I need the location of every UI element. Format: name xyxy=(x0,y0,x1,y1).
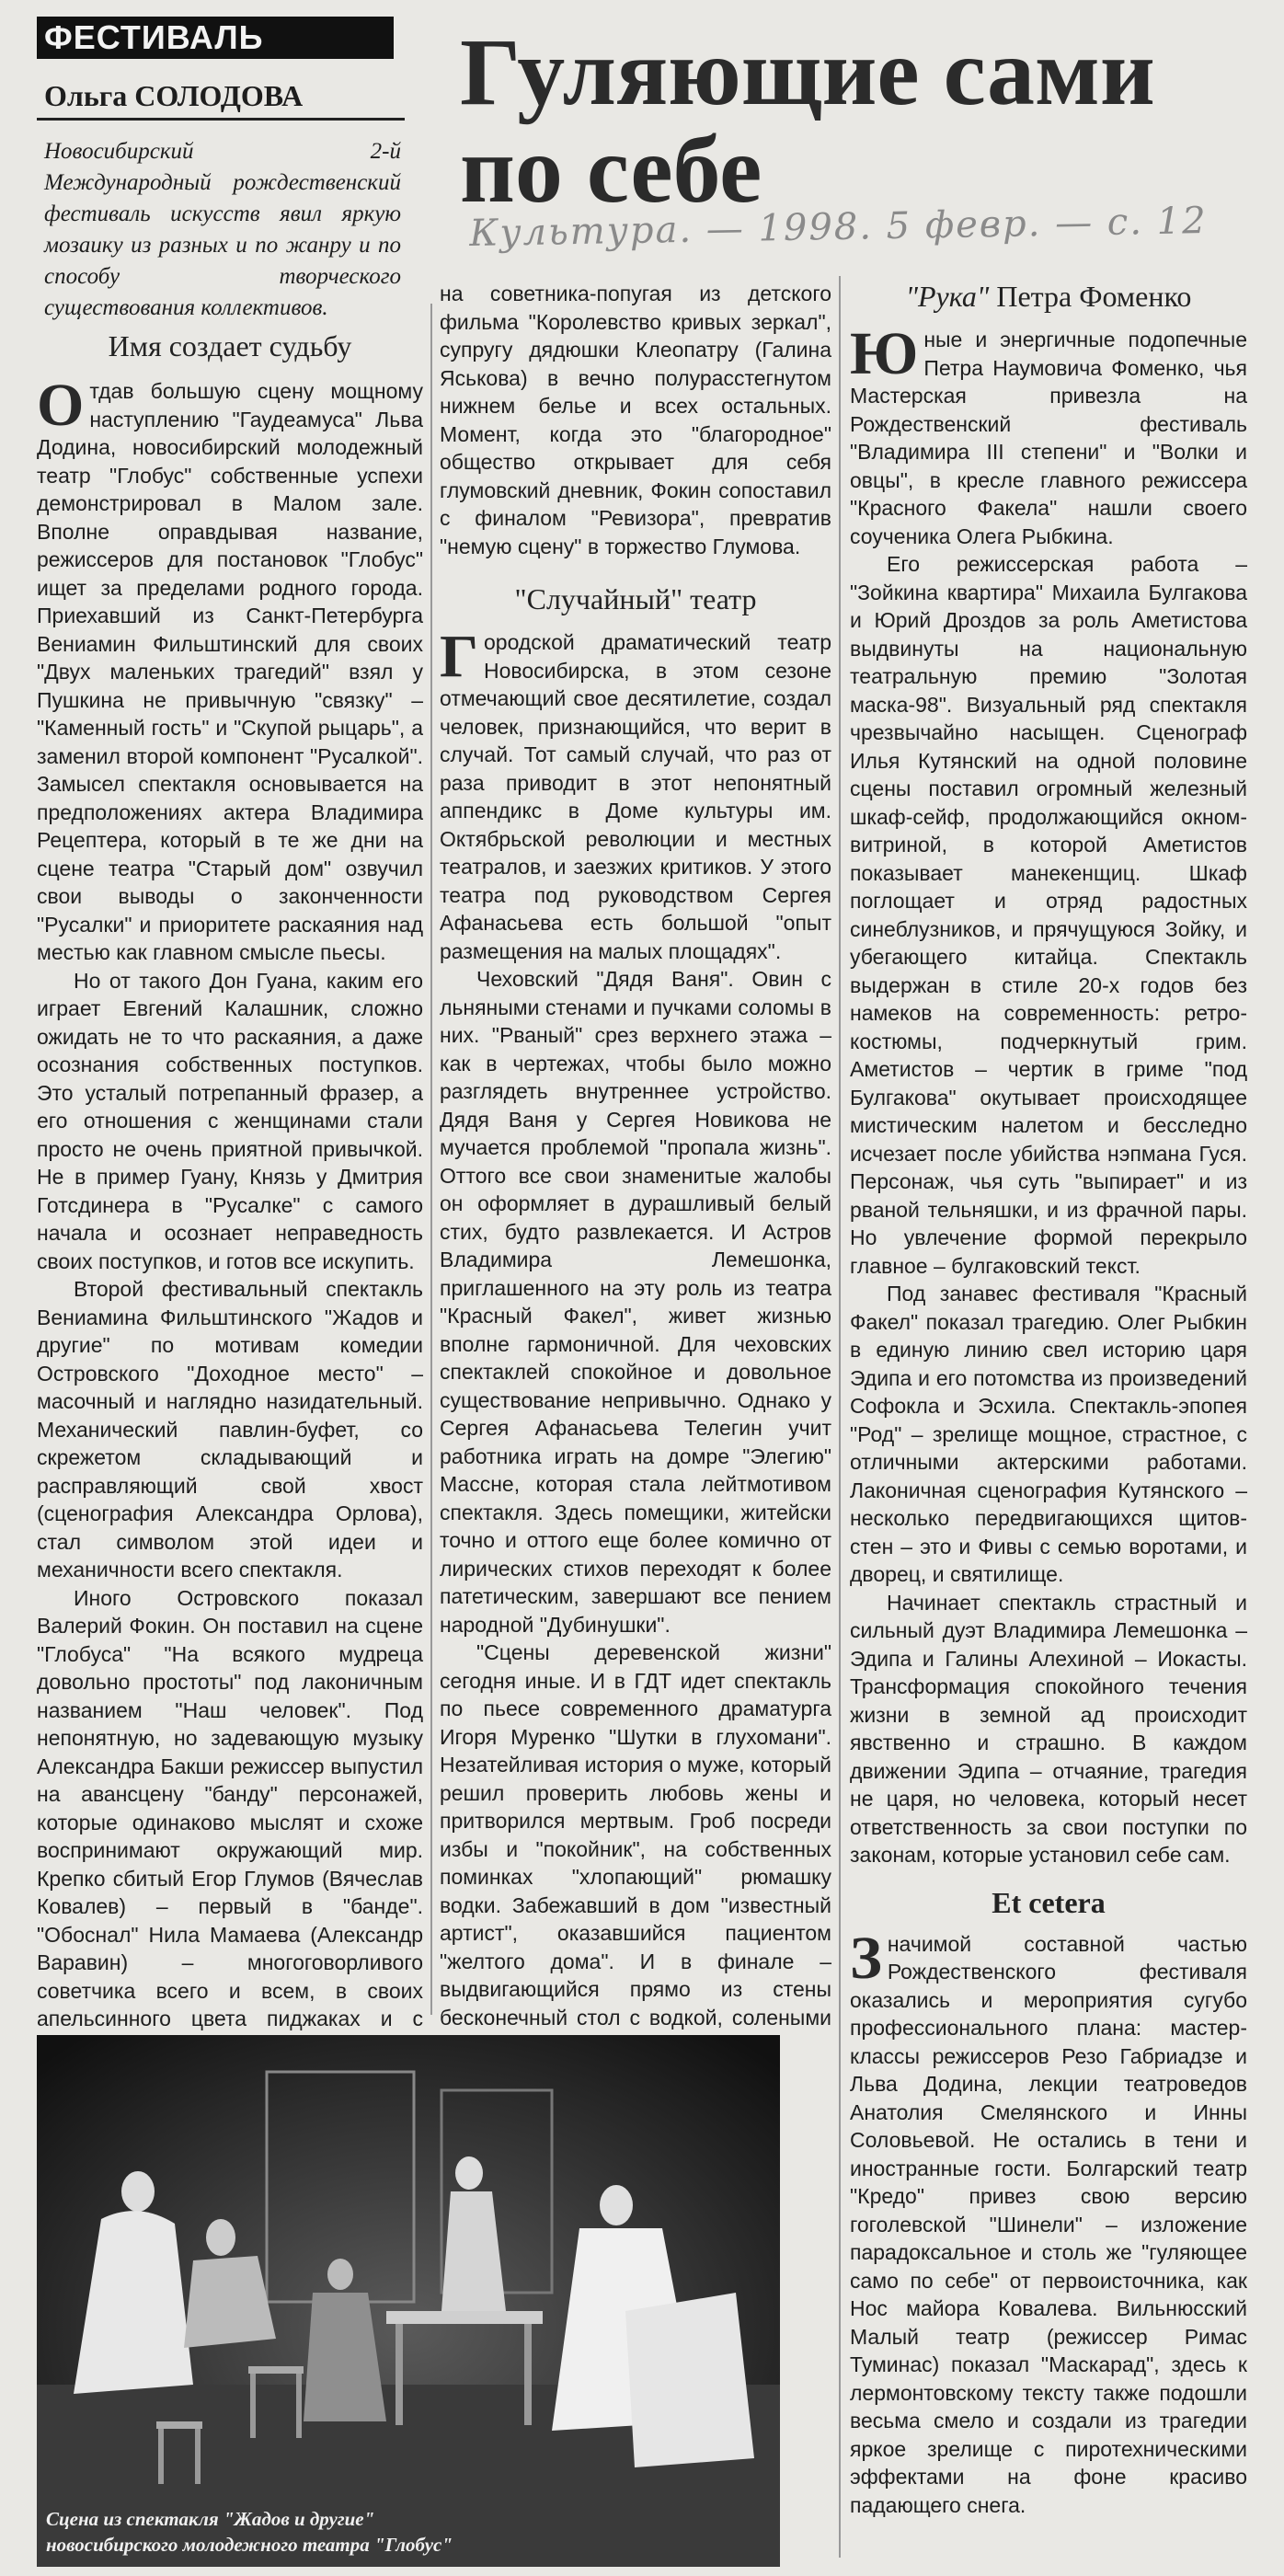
section-rubric: ФЕСТИВАЛЬ xyxy=(37,17,394,59)
headline: Гуляющие сами по себе xyxy=(460,19,1155,223)
column-divider-1 xyxy=(430,304,432,2015)
author-byline: Ольга СОЛОДОВА xyxy=(44,79,304,112)
article-column-2 xyxy=(440,280,831,2060)
photo-caption-line-1: Сцена из спектакля "Жадов и другие" xyxy=(46,2508,375,2530)
article-column-1 xyxy=(37,328,423,2061)
column1-paragraph-3: Второй фестивальный спектакль Вениамина Фильштинского "Жадов и другие" по мотивам комедии Островского "Доходное место" – масочный и наглядно назидательный. Механический павлин-буфет, со скрежетом складывающий и расправляющий свой хвост (сценография Александра Орлова), стал символом этой идеи и механичности всего спектакля. xyxy=(37,1277,423,1581)
handwritten-source-note: Культура. — 1998. 5 февр. — с. 12 xyxy=(468,199,1208,255)
column3-paragraph-4: Начинает спектакль страстный и сильный дуэт Владимира Лемешонка – Эдипа и Галины Алехиной – Иокасты. Трансформация спокойного течения жизни в земной ад происходит явственно и страшно. В каждом движении Эдипа – отчаяние, трагедия не царя, но человека, который несет ответственность за свои поступки по законам, которые установил себе сам. xyxy=(850,1590,1247,1867)
drop-cap: О xyxy=(37,372,85,439)
subheading-et-cetera: Et cetera xyxy=(992,1885,1106,1919)
photo-caption-line-2: новосибирского молодежного театра "Глобус" xyxy=(46,2534,453,2556)
subheading-quoted-word: "Рука" xyxy=(905,280,990,313)
column-divider-2 xyxy=(839,276,841,2558)
column3-paragraph-2: Его режиссерская работа – "Зойкина квартира" Михаила Булгакова и Юрий Дроздов за роль Аметистова выдвинуты на национальную театральную премию "Золотая маска-98". Визуальный ряд спектакля чрезвычайно насыщен. Сценограф Илья Кутянский на одной половине сцены поставил огромный железный шкаф-сейф, продолжающийся окном-витриной, в которой Аметистов показывает манекенщиц. Шкаф поглощает и отряд радостных синеблузников, и прячущуюся Зойку, и убегающего китайца. Спектакль выдержан в стиле 20-х годов без намеков на современность: ретро-костюмы, подчеркнутый грим. Аметистов – чертик в гриме "под Булгакова" окутывает происходящее мистическим налетом и бесследно исчезает после убийства нэпмана Гуся. Персонаж, чья суть "выпирает" и из рваной тельняшки, и из фрачной пары. Но увлечение формой перекрыло главное – булгаковский текст. xyxy=(850,552,1247,1278)
column1-paragraph-1: Отдав большую сцену мощному наступлению "Гаудеамуса" Льва Додина, новосибирский молодежный театр "Глобус" собственные успехи демонстрировал в Малом зале. Вполне оправдывая название, режиссеров для постановок "Глобус" ищет за пределами родного города. Приехавший из Санкт-Петербурга Вениамин Фильштинский для своих "Двух маленьких трагедий" взял у Пушкина не привычную "связку" – "Каменный гость" и "Скупой рыцарь", а заменил второй компонент "Русалкой". Замысел спектакля основывается на предположениях актера Владимира Рецептера, который в те же дни на сцене театра "Старый дом" озвучил свои выводы о законченности "Русалки" и приоритете раскаяния над местью как главном смысле пьесы. xyxy=(37,372,423,964)
stage-photo xyxy=(37,2035,780,2567)
column3-paragraph-1: Юные и энергичные подопечные Петра Наумовича Фоменко, чья Мастерская привезла на Рождественский фестиваль "Владимира III степени" и "Волки и овцы", в кресле главного режиссера "Красного Факела" нашли своего соученика Олега Рыбкина. xyxy=(850,320,1247,548)
drop-cap: З xyxy=(850,1924,882,1992)
column1-paragraph-2: Но от такого Дон Гуана, каким его играет Евгений Калашник, сложно ожидать не то что раскаяния, а даже осознания собственных поступков. Это усталый потрепанный фразер, а его отношения с женщинами стали просто не очень приятной привычкой. Не в пример Гуану, Князь у Дмитрия Готсдинера в "Русалке" с самого начала и осознает неправедность своих поступков, и готов все искупить. xyxy=(37,968,423,1273)
column2-paragraph-4: "Сцены деревенской жизни" сегодня иные. И в ГДТ идет спектакль по пьесе современного драматурга Игоря Муренко "Шутки в глухомани". Незатейливая история о муже, который решил проверить любовь жены и притворился мертвым. Гроб посреди избы и "покойник", на собственных поминках "хлопающий" рюмашку водки. Забежавший в дом "известный артист", оказавшийся пациентом "желтого дома". И в финале – выдвигающийся прямо из стены бесконечный стол с водкой, солеными xyxy=(440,1640,831,2030)
column1-paragraph-4: Иного Островского показал Валерий Фокин. Он поставил на сцене "Глобуса" "На всякого мудреца довольно простоты" под лаконичным названием "Наш человек". Под непонятную, но задевающую музыку Александра Бакши режиссер выпустил на авансцену "банду" персонажей, которые одинаково мыслят и схоже воспринимают окружающий мир. Крепко сбитый Егор Глумов (Вячеслав Ковалев) – первый в "банде". "Обоснал" Нила Мамаева (Александр Варавин) – многоговорливого советчика всего и всем, в своих апельсинного цвета пиджаках и с xyxy=(37,1585,423,2030)
subheading-fomenko-hand xyxy=(850,278,1247,315)
column2-paragraph-1: на советника-попугая из детского фильма "Королевство кривых зеркал", супругу дядюшки Клеопатру (Галина Яськова) в вечно полурасстегнутом нижнем белье и всех остальных. Момент, когда это "благородное" общество открывает для себя глумовский дневник, Фокин сопоставил с финалом "Ревизора", превратив "немую сцену" в торжество Глумова. xyxy=(440,282,831,558)
subheading-random-theatre: "Случайный" театр xyxy=(514,582,757,615)
column2-paragraph-2: Городской драматический театр Новосибирска, в этом сезоне отмечающий свое десятилетие, создал человек, признающийся, что верит в случай. Тот самый случай, что раз от раза приводит в этот непонятный аппендикс в Доме культуры им. Октябрьской революции и местных театралов, и заезжих критиков. У этого театра под руководством Сергея Афанасьева есть большой "опыт размещения на малых площадях". xyxy=(440,623,831,963)
lead-paragraph: Новосибирский 2-й Международный рождественский фестиваль искусств явил яркую мозаику из разных и по жанру и по способу творческого существования коллективов. xyxy=(44,139,401,320)
column3-paragraph-3: Под занавес фестиваля "Красный Факел" показал трагедию. Олег Рыбкин в единую линию свел историю царя Эдипа и его потомства из произведений Софокла и Эсхила. Спектакль-эпопея "Род" – зрелище мощное, страстное, с отличными актерскими работами. Лаконичная сценография Кутянского – несколько передвигающихся щитов-стен – это и Фивы с семью воротами, и дворец, и святилище. xyxy=(850,1282,1247,1586)
drop-cap: Г xyxy=(440,623,478,690)
subheading-rest: Петра Фоменко xyxy=(996,280,1192,313)
byline-divider xyxy=(37,118,405,121)
photo-caption xyxy=(46,2506,708,2558)
column3-paragraph-5: Значимой составной частью Рождественского фестиваля оказались и мероприятия сугубо профессионального плана: мастер-классы режиссеров Резо Габриадзе и Льва Додина, лекции театроведов Анатолия Смелянского и Инны Соловьевой. Не остались в тени и иностранные гости. Болгарский театр "Кредо" привез свою версию гоголевской "Шинели" – изложение парадоксальное и столь же "гуляющее само по себе" от первоисточника, как Нос майора Ковалева. Вильнюсский Малый театр (режиссер Римас Туминас) показал "Маскарад", здесь к лермонтовскому тексту также подошли весьма смело и создали из трагедии яркое зрелище с пиротехническими эффектами на фоне красиво падающего снега. xyxy=(850,1924,1247,2517)
subheading-name-creates-fate: Имя создает судьбу xyxy=(108,329,352,362)
article-column-3 xyxy=(850,278,1247,2519)
stage-photo-illustration xyxy=(37,2035,780,2567)
column2-paragraph-3: Чеховский "Дядя Ваня". Овин с льняными стенами и пучками соломы в них. "Рваный" срез верхнего этажа – как в чертежах, чтобы было можно разглядеть внутреннее устройство. Дядя Ваня у Сергея Новикова не мучается проблемой "пропала жизнь". Оттого все свои знаменитые жалобы он оформляет в дурашливый белый стих, будто развлекается. И Астров Владимира Лемешонка, приглашенного на эту роль из театра "Красный Факел", живет жизнью вполне гармоничной. Для чеховских спектаклей спокойное и довольное существование непривычно. Однако у Сергея Афанасьева Телегин учит работника играть на домре "Элегию" Массне, которая стала лейтмотивом спектакля. Здесь помещики, житейски точно и оттого еще более комично от лирических стихов переходят к более патетическим, завершают все пением народной "Дубинушки". xyxy=(440,967,831,1637)
drop-cap: Ю xyxy=(850,320,919,387)
